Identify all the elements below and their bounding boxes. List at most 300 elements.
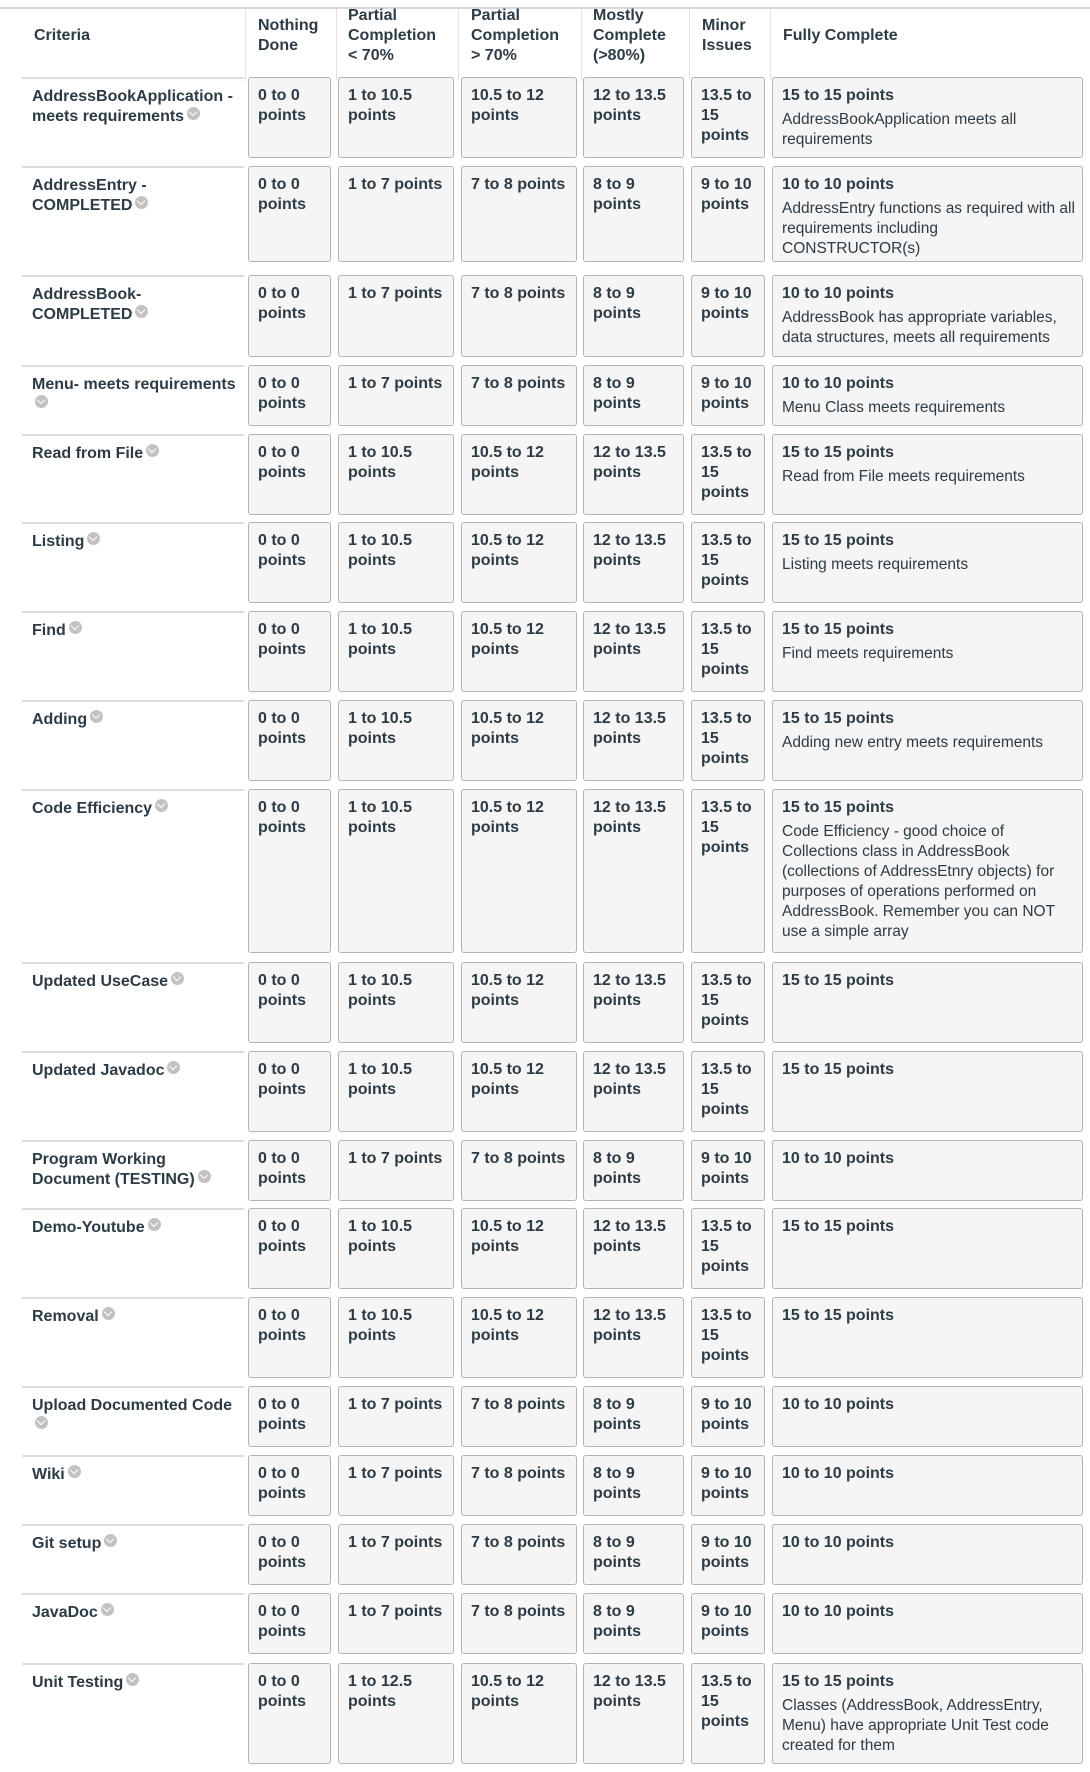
rating-fully-complete[interactable] (772, 611, 1083, 692)
criterion-info-icon[interactable] (126, 1673, 139, 1686)
rating-fully-complete[interactable] (772, 962, 1083, 1043)
rating-fully-complete[interactable] (772, 1455, 1083, 1516)
rating-points: 15 to 15 points (782, 1218, 895, 1235)
rating-points: 10 to 10 points (782, 1396, 895, 1413)
rating-mostly-complete[interactable] (583, 1051, 684, 1132)
rating-partial-gt70[interactable] (461, 434, 577, 515)
rating-points: 10.5 to 12 points (471, 444, 544, 481)
rating-points: 10 to 10 points (782, 1603, 895, 1620)
rating-minor-issues[interactable] (691, 1593, 765, 1654)
rating-partial-lt70[interactable] (338, 166, 454, 262)
rating-points: 0 to 0 points (258, 285, 306, 322)
criterion-info-icon[interactable] (87, 532, 100, 545)
rating-partial-lt70[interactable] (338, 1524, 454, 1585)
criterion-cell (22, 1386, 244, 1455)
rating-points: 1 to 10.5 points (348, 621, 413, 658)
rating-points: 1 to 10.5 points (348, 1307, 413, 1344)
rating-points: 12 to 13.5 points (593, 87, 666, 124)
rating-points: 7 to 8 points (471, 176, 566, 193)
rating-points: 0 to 0 points (258, 1061, 306, 1098)
header-line: Complete (593, 27, 666, 44)
rating-partial-gt70[interactable] (461, 1663, 577, 1764)
rating-mostly-complete[interactable] (583, 1297, 684, 1378)
rating-points: 10.5 to 12 points (471, 1307, 544, 1344)
rating-points: 9 to 10 points (701, 1465, 752, 1502)
rating-points: 9 to 10 points (701, 375, 752, 412)
criterion-info-icon[interactable] (35, 395, 48, 408)
rating-fully-complete[interactable] (772, 789, 1083, 953)
rating-partial-lt70[interactable] (338, 1051, 454, 1132)
rating-points: 1 to 7 points (348, 1465, 443, 1482)
rating-mostly-complete[interactable] (583, 1524, 684, 1585)
rating-points: 1 to 7 points (348, 1534, 443, 1551)
header-line: Completion (348, 27, 436, 44)
criterion-cell (22, 1297, 244, 1386)
criterion-label: Adding (32, 711, 88, 728)
header-line: Done (258, 37, 298, 54)
header-line: Partial (471, 7, 520, 24)
header-line: Issues (702, 37, 752, 54)
criterion-info-icon[interactable] (135, 196, 148, 209)
header-separator (245, 9, 246, 81)
rating-mostly-complete[interactable] (583, 1386, 684, 1447)
rating-nothing-done[interactable] (248, 1386, 331, 1447)
rating-fully-complete[interactable] (772, 522, 1083, 603)
rating-fully-complete[interactable] (772, 1593, 1083, 1654)
rating-partial-lt70[interactable] (338, 434, 454, 515)
rating-minor-issues[interactable] (691, 1455, 765, 1516)
rating-description: Adding new entry meets requirements (782, 734, 1044, 751)
rating-points: 15 to 15 points (782, 799, 895, 816)
rating-nothing-done[interactable] (248, 1524, 331, 1585)
rating-partial-gt70[interactable] (461, 1297, 577, 1378)
criterion-info-icon[interactable] (104, 1534, 117, 1547)
rating-partial-gt70[interactable] (461, 1455, 577, 1516)
rating-partial-lt70[interactable] (338, 1386, 454, 1447)
rating-partial-gt70[interactable] (461, 1208, 577, 1289)
rating-points: 8 to 9 points (593, 1396, 641, 1433)
criterion-label: Wiki (32, 1466, 65, 1483)
rating-description: AddressBook has appropriate variables, data structures, meets all requirements (782, 309, 1057, 346)
criterion-info-icon[interactable] (171, 972, 184, 985)
rating-mostly-complete[interactable] (583, 434, 684, 515)
rating-points: 13.5 to 15 points (701, 87, 752, 144)
rating-partial-lt70[interactable] (338, 365, 454, 426)
header-line: Fully Complete (783, 27, 898, 44)
criterion-cell (22, 962, 244, 1051)
rating-partial-gt70[interactable] (461, 611, 577, 692)
criterion-label: Unit Testing (32, 1674, 124, 1691)
criterion-label: Demo-Youtube (32, 1219, 145, 1236)
rating-fully-complete[interactable] (772, 700, 1083, 781)
header-partial-gt70 (471, 6, 559, 66)
rating-points: 1 to 7 points (348, 1603, 443, 1620)
criterion-info-icon[interactable] (148, 1218, 161, 1231)
rating-points: 13.5 to 15 points (701, 532, 752, 589)
rating-fully-complete[interactable] (772, 1140, 1083, 1201)
rating-mostly-complete[interactable] (583, 1663, 684, 1764)
rating-points: 0 to 0 points (258, 1396, 306, 1433)
rating-points: 1 to 10.5 points (348, 444, 413, 481)
rating-mostly-complete[interactable] (583, 611, 684, 692)
rating-points: 15 to 15 points (782, 710, 895, 727)
rating-minor-issues[interactable] (691, 365, 765, 426)
rating-nothing-done[interactable] (248, 1663, 331, 1764)
rating-points: 10.5 to 12 points (471, 1061, 544, 1098)
rating-mostly-complete[interactable] (583, 77, 684, 158)
criterion-label: Code Efficiency (32, 800, 153, 817)
rating-points: 12 to 13.5 points (593, 1673, 666, 1710)
rating-points: 15 to 15 points (782, 1673, 895, 1690)
criterion-label: Find (32, 622, 66, 639)
rating-nothing-done[interactable] (248, 77, 331, 158)
rating-points: 0 to 0 points (258, 375, 306, 412)
rating-points: 15 to 15 points (782, 87, 895, 104)
rating-points: 10 to 10 points (782, 285, 895, 302)
rating-points: 10 to 10 points (782, 1465, 895, 1482)
criterion-info-icon[interactable] (90, 710, 103, 723)
rating-points: 0 to 0 points (258, 1603, 306, 1640)
criterion-cell (22, 1455, 244, 1524)
rating-points: 8 to 9 points (593, 285, 641, 322)
rating-minor-issues[interactable] (691, 1524, 765, 1585)
header-mostly-complete (593, 6, 666, 66)
header-partial-lt70 (348, 6, 436, 66)
rating-minor-issues[interactable] (691, 77, 765, 158)
criterion-label: Read from File (32, 445, 144, 462)
rating-partial-lt70[interactable] (338, 789, 454, 953)
rating-points: 10.5 to 12 points (471, 1673, 544, 1710)
header-separator (458, 9, 459, 81)
rating-points: 15 to 15 points (782, 621, 895, 638)
rating-nothing-done[interactable] (248, 1140, 331, 1201)
rating-points: 7 to 8 points (471, 1534, 566, 1551)
rating-mostly-complete[interactable] (583, 1455, 684, 1516)
criterion-cell (22, 611, 244, 700)
rating-minor-issues[interactable] (691, 789, 765, 953)
criterion-label: Program Working Document (TESTING) (32, 1151, 195, 1188)
rating-description: Code Efficiency - good choice of Collections class in AddressBook (collections of AddressEtnry objects) for purposes of operations performed on AddressBook. Remember you can NOT use a simple array (782, 823, 1055, 940)
rating-nothing-done[interactable] (248, 365, 331, 426)
criterion-label: Git setup (32, 1535, 102, 1552)
rating-fully-complete[interactable] (772, 166, 1083, 262)
rating-nothing-done[interactable] (248, 522, 331, 603)
rating-points: 0 to 0 points (258, 1673, 306, 1710)
rating-description: AddressEntry functions as required with all requirements including CONSTRUCTOR(s) (782, 200, 1075, 257)
rating-fully-complete[interactable] (772, 1663, 1083, 1764)
rating-mostly-complete[interactable] (583, 1140, 684, 1201)
rating-nothing-done[interactable] (248, 1297, 331, 1378)
rating-points: 1 to 10.5 points (348, 87, 413, 124)
rating-points: 0 to 0 points (258, 444, 306, 481)
rating-points: 12 to 13.5 points (593, 532, 666, 569)
rating-points: 7 to 8 points (471, 285, 566, 302)
rating-nothing-done[interactable] (248, 611, 331, 692)
rating-points: 10.5 to 12 points (471, 532, 544, 569)
rating-points: 8 to 9 points (593, 1534, 641, 1571)
rating-points: 1 to 10.5 points (348, 799, 413, 836)
criterion-label: Menu- meets requirements (32, 376, 236, 393)
rating-points: 12 to 13.5 points (593, 972, 666, 1009)
rating-points: 1 to 10.5 points (348, 972, 413, 1009)
criterion-cell (22, 1208, 244, 1297)
rating-minor-issues[interactable] (691, 275, 765, 357)
rating-fully-complete[interactable] (772, 1208, 1083, 1289)
rating-partial-gt70[interactable] (461, 365, 577, 426)
rating-mostly-complete[interactable] (583, 962, 684, 1043)
criterion-info-icon[interactable] (198, 1170, 211, 1183)
rating-points: 7 to 8 points (471, 1465, 566, 1482)
rating-partial-gt70[interactable] (461, 700, 577, 781)
rating-partial-lt70[interactable] (338, 1208, 454, 1289)
criterion-info-icon[interactable] (146, 444, 159, 457)
rating-minor-issues[interactable] (691, 700, 765, 781)
rating-nothing-done[interactable] (248, 1455, 331, 1516)
rating-partial-lt70[interactable] (338, 611, 454, 692)
rating-mostly-complete[interactable] (583, 522, 684, 603)
rating-points: 10 to 10 points (782, 1534, 895, 1551)
rating-points: 10 to 10 points (782, 375, 895, 392)
rating-nothing-done[interactable] (248, 166, 331, 262)
rating-partial-lt70[interactable] (338, 77, 454, 158)
rating-points: 7 to 8 points (471, 1150, 566, 1167)
rating-points: 0 to 0 points (258, 972, 306, 1009)
rating-partial-gt70[interactable] (461, 789, 577, 953)
criterion-info-icon[interactable] (35, 1416, 48, 1429)
rating-points: 7 to 8 points (471, 1603, 566, 1620)
rating-partial-lt70[interactable] (338, 275, 454, 357)
rating-points: 0 to 0 points (258, 1465, 306, 1502)
rating-points: 13.5 to 15 points (701, 1307, 752, 1364)
criterion-info-icon[interactable] (69, 621, 82, 634)
rating-partial-gt70[interactable] (461, 1140, 577, 1201)
rating-mostly-complete[interactable] (583, 1208, 684, 1289)
rating-mostly-complete[interactable] (583, 365, 684, 426)
rating-points: 12 to 13.5 points (593, 621, 666, 658)
criterion-cell (22, 166, 244, 270)
header-criteria: Criteria (34, 27, 91, 44)
rating-points: 12 to 13.5 points (593, 710, 666, 747)
rating-points: 12 to 13.5 points (593, 1061, 666, 1098)
criterion-info-icon[interactable] (102, 1307, 115, 1320)
rating-points: 10.5 to 12 points (471, 799, 544, 836)
criterion-cell (22, 77, 244, 166)
rating-fully-complete[interactable] (772, 1524, 1083, 1585)
rating-points: 9 to 10 points (701, 1150, 752, 1187)
criterion-cell (22, 1051, 244, 1140)
rating-minor-issues[interactable] (691, 962, 765, 1043)
rating-points: 10.5 to 12 points (471, 972, 544, 1009)
criterion-cell (22, 1663, 244, 1772)
rating-mostly-complete[interactable] (583, 166, 684, 262)
header-separator (581, 9, 582, 81)
criterion-label: AddressBookApplication - meets requirements (32, 88, 233, 125)
header-separator (770, 9, 771, 81)
rating-points: 8 to 9 points (593, 375, 641, 412)
rating-minor-issues[interactable] (691, 434, 765, 515)
criterion-label: AddressEntry - COMPLETED (32, 177, 147, 214)
rating-points: 13.5 to 15 points (701, 444, 752, 501)
criterion-label: Upload Documented Code (32, 1397, 233, 1414)
rating-points: 1 to 10.5 points (348, 1218, 413, 1255)
rating-partial-lt70[interactable] (338, 1297, 454, 1378)
rating-partial-lt70[interactable] (338, 1593, 454, 1654)
rating-mostly-complete[interactable] (583, 275, 684, 357)
rating-points: 0 to 0 points (258, 710, 306, 747)
rating-minor-issues[interactable] (691, 1386, 765, 1447)
rating-points: 13.5 to 15 points (701, 799, 752, 856)
rating-points: 12 to 13.5 points (593, 1307, 666, 1344)
rating-points: 9 to 10 points (701, 285, 752, 322)
rating-fully-complete[interactable] (772, 1297, 1083, 1378)
rating-partial-gt70[interactable] (461, 962, 577, 1043)
rating-minor-issues[interactable] (691, 1663, 765, 1764)
rating-fully-complete[interactable] (772, 1386, 1083, 1447)
rating-minor-issues[interactable] (691, 166, 765, 262)
rating-points: 8 to 9 points (593, 1150, 641, 1187)
rating-points: 10.5 to 12 points (471, 1218, 544, 1255)
rating-points: 12 to 13.5 points (593, 1218, 666, 1255)
rating-partial-gt70[interactable] (461, 166, 577, 262)
rating-points: 10.5 to 12 points (471, 621, 544, 658)
rating-points: 13.5 to 15 points (701, 1218, 752, 1275)
rating-minor-issues[interactable] (691, 522, 765, 603)
rating-points: 0 to 0 points (258, 1150, 306, 1187)
header-nothing-done (258, 16, 318, 56)
rating-points: 9 to 10 points (701, 1603, 752, 1640)
rating-points: 13.5 to 15 points (701, 972, 752, 1029)
rating-points: 9 to 10 points (701, 176, 752, 213)
header-fully-complete (783, 26, 898, 46)
criterion-label: Removal (32, 1308, 99, 1325)
rating-points: 15 to 15 points (782, 1307, 895, 1324)
header-minor-issues (702, 16, 752, 56)
rating-partial-gt70[interactable] (461, 522, 577, 603)
rating-partial-lt70[interactable] (338, 700, 454, 781)
criterion-label: Updated UseCase (32, 973, 169, 990)
rating-nothing-done[interactable] (248, 700, 331, 781)
rating-minor-issues[interactable] (691, 1140, 765, 1201)
rating-points: 1 to 10.5 points (348, 710, 413, 747)
criterion-info-icon[interactable] (187, 107, 200, 120)
rating-points: 8 to 9 points (593, 176, 641, 213)
rating-nothing-done[interactable] (248, 962, 331, 1043)
rating-partial-gt70[interactable] (461, 1051, 577, 1132)
rating-points: 1 to 7 points (348, 1396, 443, 1413)
rating-fully-complete[interactable] (772, 77, 1083, 158)
rating-points: 12 to 13.5 points (593, 799, 666, 836)
criterion-info-icon[interactable] (68, 1465, 81, 1478)
rating-description: Classes (AddressBook, AddressEntry, Menu) have appropriate Unit Test code created for them (782, 1697, 1049, 1754)
rating-partial-lt70[interactable] (338, 1140, 454, 1201)
rating-partial-gt70[interactable] (461, 1593, 577, 1654)
rating-fully-complete[interactable] (772, 1051, 1083, 1132)
rating-description: Read from File meets requirements (782, 468, 1025, 485)
rating-points: 0 to 0 points (258, 176, 306, 213)
rating-nothing-done[interactable] (248, 789, 331, 953)
rating-description: AddressBookApplication meets all requirements (782, 111, 1017, 148)
criterion-label: Updated Javadoc (32, 1062, 165, 1079)
header-line: Nothing (258, 17, 319, 34)
rating-points: 13.5 to 15 points (701, 710, 752, 767)
header-separator (689, 9, 690, 81)
rating-nothing-done[interactable] (248, 1208, 331, 1289)
rating-points: 7 to 8 points (471, 1396, 566, 1413)
rating-points: 1 to 7 points (348, 375, 443, 392)
rating-partial-gt70[interactable] (461, 1386, 577, 1447)
rating-mostly-complete[interactable] (583, 700, 684, 781)
header-line: Mostly (593, 7, 644, 24)
rating-partial-gt70[interactable] (461, 275, 577, 357)
criterion-cell (22, 365, 244, 434)
rating-points: 12 to 13.5 points (593, 444, 666, 481)
rating-points: 13.5 to 15 points (701, 621, 752, 678)
rating-fully-complete[interactable] (772, 275, 1083, 357)
rating-points: 10 to 10 points (782, 1150, 895, 1167)
rating-mostly-complete[interactable] (583, 1593, 684, 1654)
rating-description: Menu Class meets requirements (782, 399, 1006, 416)
criterion-label: JavaDoc (32, 1604, 98, 1621)
rating-partial-gt70[interactable] (461, 77, 577, 158)
rating-nothing-done[interactable] (248, 1593, 331, 1654)
criterion-cell (22, 1140, 244, 1209)
criterion-label: AddressBook- COMPLETED (32, 286, 142, 323)
rating-minor-issues[interactable] (691, 1297, 765, 1378)
criterion-info-icon[interactable] (135, 305, 148, 318)
rating-points: 13.5 to 15 points (701, 1673, 752, 1730)
rating-mostly-complete[interactable] (583, 789, 684, 953)
rating-partial-lt70[interactable] (338, 1455, 454, 1516)
rating-nothing-done[interactable] (248, 434, 331, 515)
criterion-info-icon[interactable] (167, 1061, 180, 1074)
rating-fully-complete[interactable] (772, 434, 1083, 515)
rating-minor-issues[interactable] (691, 611, 765, 692)
criterion-cell (22, 275, 244, 365)
rating-points: 1 to 7 points (348, 285, 443, 302)
rating-description: Find meets requirements (782, 645, 954, 662)
criterion-info-icon[interactable] (155, 799, 168, 812)
criterion-cell (22, 1524, 244, 1593)
rating-nothing-done[interactable] (248, 1051, 331, 1132)
rating-points: 15 to 15 points (782, 1061, 895, 1078)
rating-points: 1 to 7 points (348, 176, 443, 193)
criterion-cell (22, 434, 244, 523)
header-line: (>80%) (593, 47, 646, 64)
rating-points: 1 to 7 points (348, 1150, 443, 1167)
header-line: Minor (702, 17, 746, 34)
criterion-cell (22, 789, 244, 961)
criterion-info-icon[interactable] (101, 1603, 114, 1616)
rating-minor-issues[interactable] (691, 1051, 765, 1132)
criterion-cell (22, 1593, 244, 1662)
rating-points: 13.5 to 15 points (701, 1061, 752, 1118)
rating-nothing-done[interactable] (248, 275, 331, 357)
rating-fully-complete[interactable] (772, 365, 1083, 426)
rating-points: 10 to 10 points (782, 176, 895, 193)
rating-points: 15 to 15 points (782, 972, 895, 989)
rating-minor-issues[interactable] (691, 1208, 765, 1289)
rating-partial-lt70[interactable] (338, 962, 454, 1043)
rating-points: 10.5 to 12 points (471, 710, 544, 747)
rating-points: 1 to 12.5 points (348, 1673, 413, 1710)
rating-points: 9 to 10 points (701, 1534, 752, 1571)
rating-points: 10.5 to 12 points (471, 87, 544, 124)
rating-partial-lt70[interactable] (338, 1663, 454, 1764)
rating-points: 1 to 10.5 points (348, 532, 413, 569)
rating-partial-gt70[interactable] (461, 1524, 577, 1585)
rating-partial-lt70[interactable] (338, 522, 454, 603)
header-line: Completion (471, 27, 559, 44)
